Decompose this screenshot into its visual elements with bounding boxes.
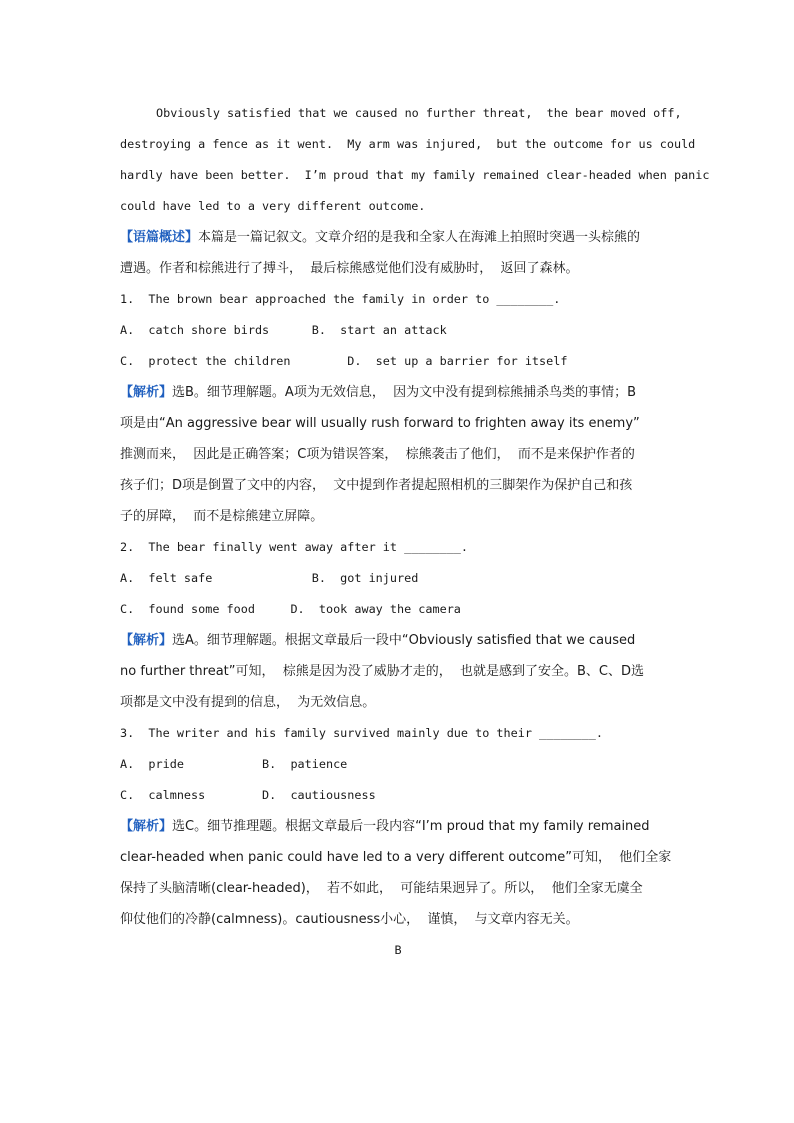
document-content <box>120 98 710 966</box>
question-3-options-ab: A. pride B. patience <box>120 757 348 771</box>
analysis-text: 选B。细节理解题。A项为无效信息， 因为文中没有提到棕熊捕杀鸟类的事情；B <box>172 385 637 400</box>
analysis-label: 【解析】 <box>120 819 173 834</box>
analysis-text: 选C。细节推理题。根据文章最后一段内容“I’m proud that my family remained <box>172 819 650 834</box>
question-2-analysis <box>120 625 676 656</box>
analysis-text-line: 项是由“An aggressive bear will usually rush forward to frighten away its enemy” <box>120 416 640 431</box>
question-2-options-ab: A. felt safe B. got injured <box>120 571 419 585</box>
passage-line: could have led to a very different outcome. <box>120 199 426 213</box>
analysis-label: 【解析】 <box>120 385 173 400</box>
summary-label: 【语篇概述】 <box>120 230 199 245</box>
passage-line: hardly have been better. I’m proud that my family remained clear-headed when panic <box>120 168 710 182</box>
question-3-analysis <box>120 811 676 842</box>
analysis-label: 【解析】 <box>120 633 173 648</box>
question-3-options-cd: C. calmness D. cautiousness <box>120 788 376 802</box>
summary-text: 本篇是一篇记叙文。文章介绍的是我和全家人在海滩上拍照时突遇一头棕熊的 <box>198 230 641 245</box>
passage-line: Obviously satisfied that we caused no further threat, the bear moved off, <box>156 106 682 120</box>
question-1-options-ab: A. catch shore birds B. start an attack <box>120 323 447 337</box>
summary-text-line: 遭遇。作者和棕熊进行了搏斗， 最后棕熊感觉他们没有威胁时， 返回了森林。 <box>120 261 579 276</box>
analysis-text-line: no further threat”可知， 棕熊是因为没了威胁才走的， 也就是感到了安全。B、C、D选 <box>120 664 645 679</box>
analysis-text-line: 子的屏障， 而不是棕熊建立屏障。 <box>120 509 324 524</box>
question-2: 2. The bear finally went away after it ________. <box>120 540 469 554</box>
analysis-text-line: 仰仗他们的冷静(calmness)。cautiousness小心， 谨慎， 与文章内容无关。 <box>120 912 579 927</box>
analysis-text-line: clear-headed when panic could have led to a very different outcome”可知， 他们全家 <box>120 850 672 865</box>
analysis-text-line: 孩子们；D项是倒置了文中的内容， 文中提到作者提起照相机的三脚架作为保护自己和孩 <box>120 478 633 493</box>
question-3: 3. The writer and his family survived mainly due to their ________. <box>120 726 603 740</box>
question-2-options-cd: C. found some food D. took away the camera <box>120 602 461 616</box>
analysis-text-line: 推测而来， 因此是正确答案；C项为错误答案， 棕熊袭击了他们， 而不是来保护作者的 <box>120 447 635 462</box>
question-1-options-cd: C. protect the children D. set up a barrier for itself <box>120 354 568 368</box>
question-1-analysis <box>120 377 676 408</box>
analysis-text-line: 项都是文中没有提到的信息， 为无效信息。 <box>120 695 376 710</box>
passage-line: destroying a fence as it went. My arm was injured, but the outcome for us could <box>120 137 696 151</box>
summary-paragraph <box>120 222 676 253</box>
section-marker: B <box>394 943 402 957</box>
analysis-text: 选A。细节理解题。根据文章最后一段中“Obviously satisfied that we caused <box>172 633 636 648</box>
question-1: 1. The brown bear approached the family in order to ________. <box>120 292 561 306</box>
analysis-text-line: 保持了头脑清晰(clear-headed)， 若不如此， 可能结果迥异了。所以， 他们全家无虞全 <box>120 881 643 896</box>
